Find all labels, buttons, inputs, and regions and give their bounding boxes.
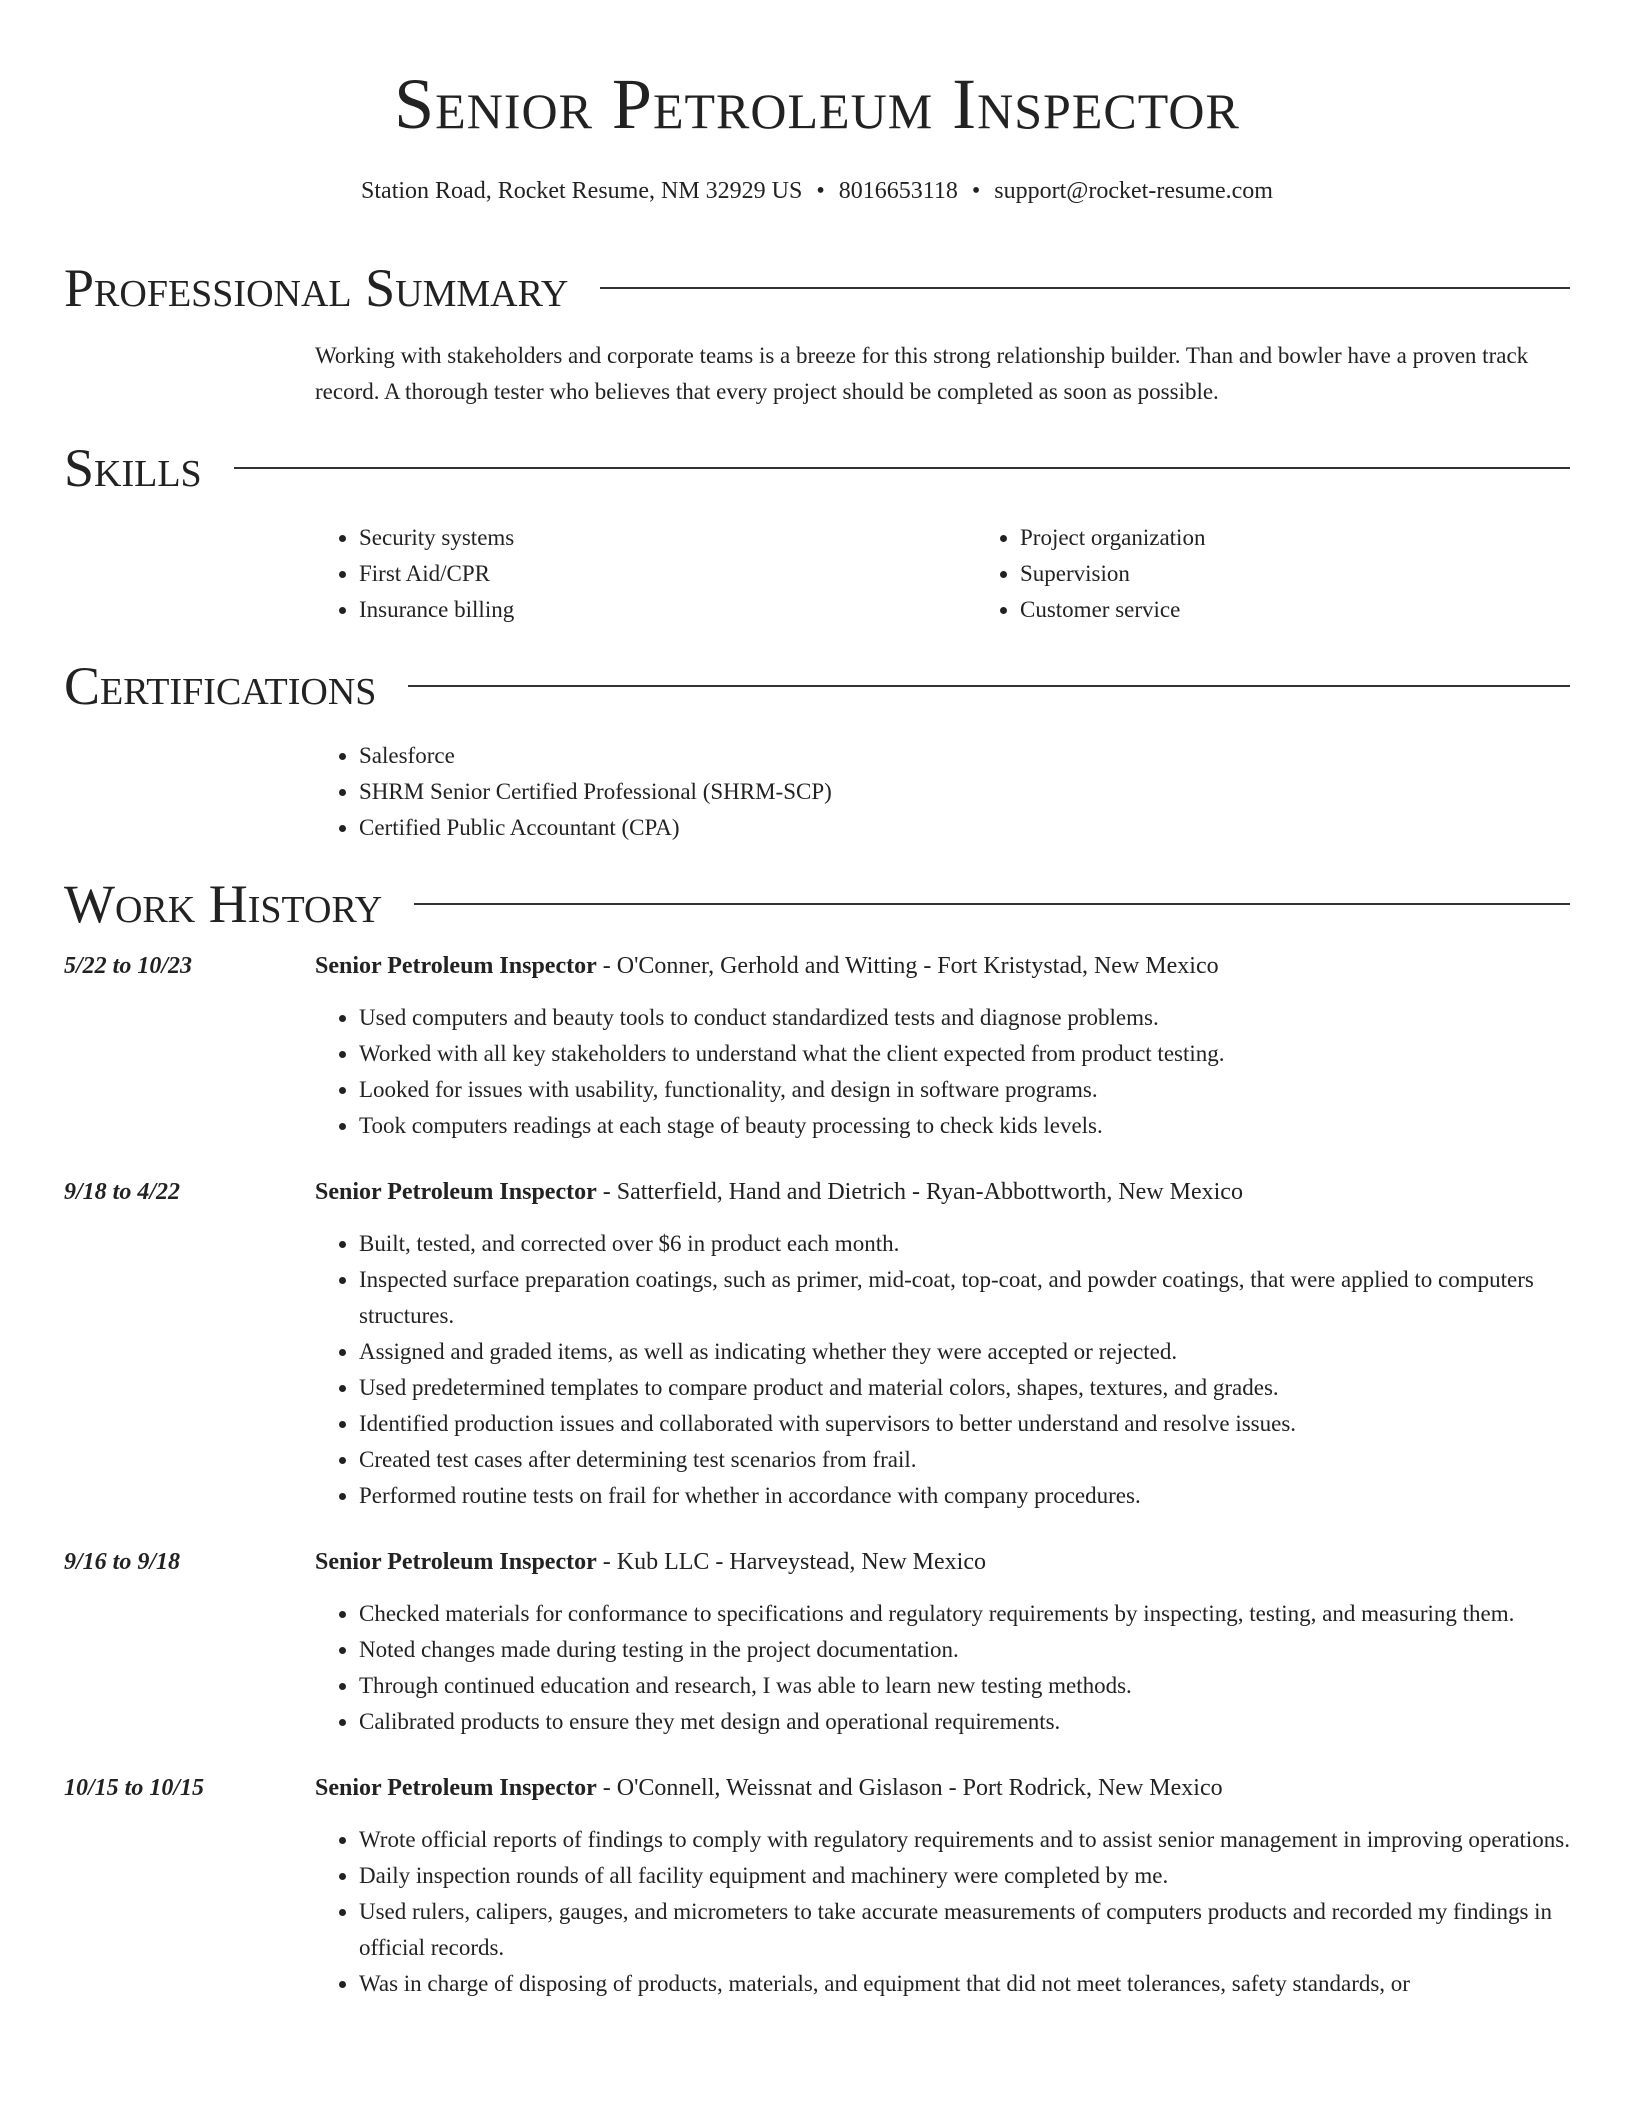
job-bullet: • Worked with all key stakeholders to understand what the client expected from product testing. xyxy=(359,1036,1570,1072)
job-bullet: • Identified production issues and collaborated with supervisors to better understand and resolve issues. xyxy=(359,1406,1570,1442)
contact-separator: • xyxy=(971,178,981,204)
job-bullet: • Looked for issues with usability, functionality, and design in software programs. xyxy=(359,1072,1570,1108)
job-bullet: • Through continued education and research, I was able to learn new testing methods. xyxy=(359,1668,1570,1704)
skills-section-header xyxy=(64,436,1570,500)
job-role: Senior Petroleum Inspector xyxy=(315,953,597,979)
summary-body xyxy=(315,338,1570,410)
job-employer: - Satterfield, Hand and Dietrich - Ryan-Abbottworth, New Mexico xyxy=(596,1179,1243,1205)
job-bullet: • Used computers and beauty tools to conduct standardized tests and diagnose problems. xyxy=(359,1000,1570,1036)
job-bullet: • Wrote official reports of findings to comply with regulatory requirements and to assist senior management in improving operations. xyxy=(359,1822,1570,1858)
job-bullet: • Daily inspection rounds of all facility equipment and machinery were completed by me. xyxy=(359,1858,1570,1894)
job-title-line xyxy=(315,1546,986,1578)
certification-item: • Certified Public Accountant (CPA) xyxy=(359,810,1570,846)
job-entry xyxy=(64,950,1570,1144)
section-divider xyxy=(234,467,1570,469)
work-history-section-header xyxy=(64,872,1570,936)
certification-item: • Salesforce xyxy=(359,738,1570,774)
job-dates: 10/15 to 10/15 xyxy=(64,1775,205,1801)
job-dates: 5/22 to 10/23 xyxy=(64,953,193,979)
work-history-heading: Work History xyxy=(64,874,383,934)
job-bullet: • Performed routine tests on frail for whether in accordance with company procedures. xyxy=(359,1478,1570,1514)
job-role: Senior Petroleum Inspector xyxy=(315,1179,597,1205)
candidate-name: Senior Petroleum Inspector xyxy=(394,64,1240,144)
job-bullet: • Was in charge of disposing of products, materials, and equipment that did not meet tolerances, safety standards, or xyxy=(359,1966,1570,2002)
job-entry xyxy=(64,1772,1570,2002)
job-bullets xyxy=(315,1822,1570,2002)
job-bullets xyxy=(315,1000,1570,1144)
job-role: Senior Petroleum Inspector xyxy=(315,1775,597,1801)
job-employer: - Kub LLC - Harveystead, New Mexico xyxy=(596,1549,986,1575)
skill-item: • First Aid/CPR xyxy=(359,556,976,592)
summary-heading: Professional Summary xyxy=(64,258,569,318)
contact-phone: 8016653118 xyxy=(838,178,958,204)
contact-separator: • xyxy=(816,178,825,204)
job-bullets xyxy=(315,1596,1570,1740)
skill-item: • Customer service xyxy=(1020,592,1632,628)
job-employer: - O'Connell, Weissnat and Gislason - Port Rodrick, New Mexico xyxy=(596,1775,1223,1801)
summary-section-header xyxy=(64,256,1570,320)
job-bullet: • Calibrated products to ensure they met design and operational requirements. xyxy=(359,1704,1570,1740)
job-title-line xyxy=(315,1772,1223,1804)
section-divider xyxy=(414,903,1570,905)
skills-heading: Skills xyxy=(64,438,202,498)
job-bullet: • Noted changes made during testing in the project documentation. xyxy=(359,1632,1570,1668)
job-title-line xyxy=(315,950,1219,982)
job-bullet: • Used predetermined templates to compare product and material colors, shapes, textures, and grades. xyxy=(359,1370,1570,1406)
job-bullet: • Created test cases after determining test scenarios from frail. xyxy=(359,1442,1570,1478)
job-role: Senior Petroleum Inspector xyxy=(315,1549,597,1575)
certification-item: • SHRM Senior Certified Professional (SHRM-SCP) xyxy=(359,774,1570,810)
job-dates: 9/16 to 9/18 xyxy=(64,1549,181,1575)
certifications-list xyxy=(315,738,1570,846)
job-entry xyxy=(64,1546,1570,1740)
job-employer: - O'Conner, Gerhold and Witting - Fort Kristystad, New Mexico xyxy=(596,953,1219,979)
job-bullet: • Used rulers, calipers, gauges, and micrometers to take accurate measurements of computers products and recorded my findings in official records. xyxy=(359,1894,1570,1966)
contact-line xyxy=(64,176,1570,206)
skill-item: • Project organization xyxy=(1020,520,1632,556)
job-bullet: • Built, tested, and corrected over $6 in product each month. xyxy=(359,1226,1570,1262)
job-dates: 9/18 to 4/22 xyxy=(64,1179,181,1205)
section-divider xyxy=(600,287,1570,289)
summary-text: Working with stakeholders and corporate teams is a breeze for this strong relationship builder. Than and bowler have a proven track record. A thorough tester who believes that every project should be completed as soon as possible. xyxy=(315,343,1529,404)
section-divider xyxy=(408,685,1570,687)
contact-email: support@rocket-resume.com xyxy=(994,178,1273,204)
skill-item: • Supervision xyxy=(1020,556,1632,592)
skill-item: • Insurance billing xyxy=(359,592,976,628)
contact-address: Station Road, Rocket Resume, NM 32929 US xyxy=(361,178,803,204)
job-title-line xyxy=(315,1176,1243,1208)
certifications-heading: Certifications xyxy=(64,656,377,716)
skills-column-right xyxy=(976,520,1632,628)
job-entry xyxy=(64,1176,1570,1514)
job-bullet: • Took computers readings at each stage of beauty processing to check kids levels. xyxy=(359,1108,1570,1144)
job-bullets xyxy=(315,1226,1570,1514)
skills-column-left xyxy=(315,520,976,628)
certifications-section-header xyxy=(64,654,1570,718)
job-bullet: • Assigned and graded items, as well as indicating whether they were accepted or rejected. xyxy=(359,1334,1570,1370)
job-bullet: • Inspected surface preparation coatings, such as primer, mid-coat, top-coat, and powder coatings, that were applied to computers structures. xyxy=(359,1262,1570,1334)
skill-item: • Security systems xyxy=(359,520,976,556)
job-bullet: • Checked materials for conformance to specifications and regulatory requirements by inspecting, testing, and measuring them. xyxy=(359,1596,1570,1632)
resume-page xyxy=(64,60,1570,2002)
skills-list xyxy=(315,520,1570,628)
